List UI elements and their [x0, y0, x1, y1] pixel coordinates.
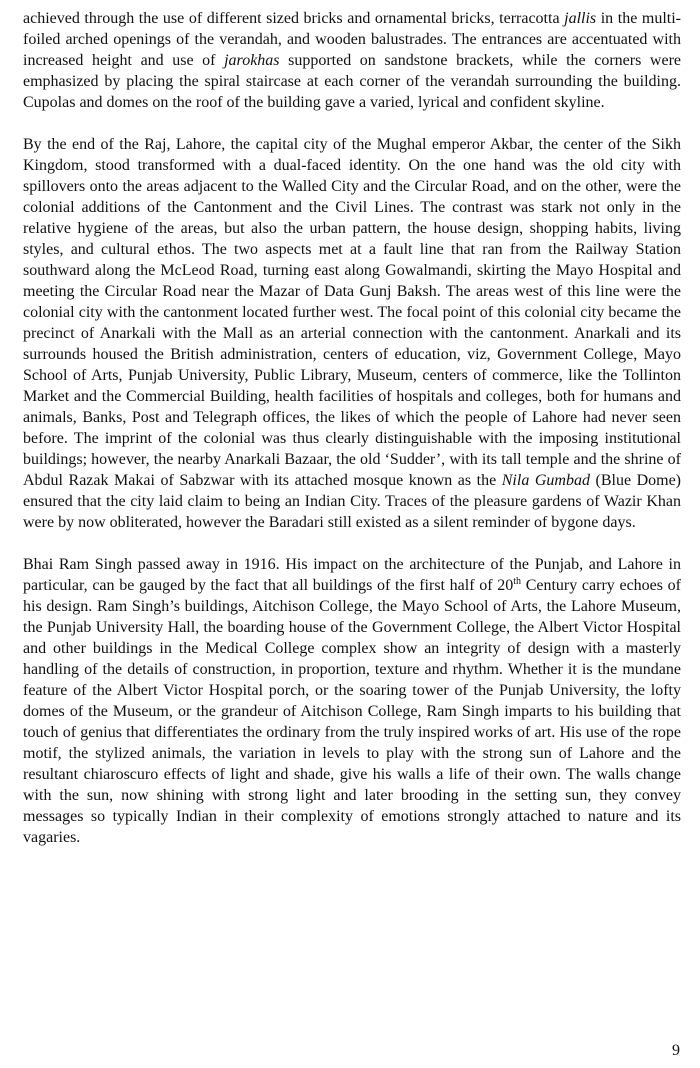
- paragraph-1-text-a: achieved through the use of different sized bricks and ornamental bricks, terracotta: [23, 10, 565, 27]
- paragraph-2: [23, 134, 681, 533]
- paragraph-1-text-e: supported on sandstone brackets, while the corners were emphasized by placing the spiral staircase at each corner of the verandah surrounding the building. Cupolas and domes on the roof of the building gave a varied, lyrical and confident skyline.: [23, 52, 682, 111]
- paragraph-1-term-jallis: jallis: [564, 10, 597, 27]
- paragraph-1-text-c: in the multi-foiled arched openings of the verandah, and wooden balustrades. The entrances are accentuated with increased height and use of: [23, 10, 681, 69]
- document-page: [23, 8, 681, 869]
- paragraph-2-text-c: (Blue Dome) ensured that the city laid claim to being an Indian City. Traces of the pleasure gardens of Wazir Khan were by now obliterated, however the Baradari still existed as a silent reminder of bygone days.: [23, 472, 682, 531]
- paragraph-1: [23, 8, 681, 113]
- superscript-th: th: [513, 576, 522, 587]
- paragraph-3-text-b: Century carry echoes of his design. Ram Singh’s buildings, Aitchison College, the Mayo School of Arts, the Lahore Museum, the Punjab University Hall, the boarding house of the Government College, the Albert Victor Hospital and other buildings in the Medical College complex show an integrity of design with a masterly handling of the details of construction, in proportion, texture and rhythm. Whether it is the mundane feature of the Albert Victor Hospital porch, or the soaring tower of the Punjab University, the lofty domes of the Museum, or the grandeur of Aitchison College, Ram Singh imparts to his building that touch of genius that differentiates the ordinary from the truly inspired works of art. His use of the rope motif, the stylized animals, the variation in levels to play with the strong sun of Lahore and the resultant chiaroscuro effects of light and shade, give his walls a life of their own. The walls change with the sun, now shining with strong light and later brooding in the setting sun, they convey messages so typically Indian in their complexity of emotions strongly attached to nature and its vagaries.: [23, 577, 682, 846]
- paragraph-2-term-nila-gumbad: Nila Gumbad: [501, 472, 590, 489]
- paragraph-3: [23, 554, 681, 848]
- paragraph-3-text-a: Bhai Ram Singh passed away in 1916. His impact on the architecture of the Punjab, and Lahore in particular, can be gauged by the fact that all buildings of the first half of 20: [23, 556, 681, 594]
- page-number: 9: [672, 1042, 680, 1059]
- paragraph-2-text-a: By the end of the Raj, Lahore, the capital city of the Mughal emperor Akbar, the center of the Sikh Kingdom, stood transformed with a dual-faced identity. On the one hand was the old city with spillovers onto the areas adjacent to the Walled City and the Circular Road, and on the other, were the colonial additions of the Cantonment and the Civil Lines. The contrast was stark not only in the relative hygiene of the areas, but also the urban pattern, the house design, shopping habits, living styles, and cultural ethos. The two aspects met at a fault line that ran from the Railway Station southward along the McLeod Road, turning east along Gowalmandi, skirting the Mayo Hospital and meeting the Circular Road near the Mazar of Data Gunj Baksh. The areas west of this line were the colonial city with the cantonment located further west. The focal point of this colonial city became the precinct of Anarkali with the Mall as an arterial connection with the cantonment. Anarkali and its surrounds housed the British administration, centers of education, viz, Government College, Mayo School of Arts, Punjab University, Public Library, Museum, centers of commerce, like the Tollinton Market and the Commercial Building, health facilities of hospitals and colleges, both for humans and animals, Banks, Post and Telegraph offices, the likes of which the people of Lahore had never seen before. The imprint of the colonial was thus clearly distinguishable with the imposing institutional buildings; however, the nearby Anarkali Bazaar, the old ‘Sudder’, with its tall temple and the shrine of Abdul Razak Makai of Sabzwar with its attached mosque known as the: [23, 136, 681, 489]
- paragraph-1-term-jarokhas: jarokhas: [224, 52, 280, 69]
